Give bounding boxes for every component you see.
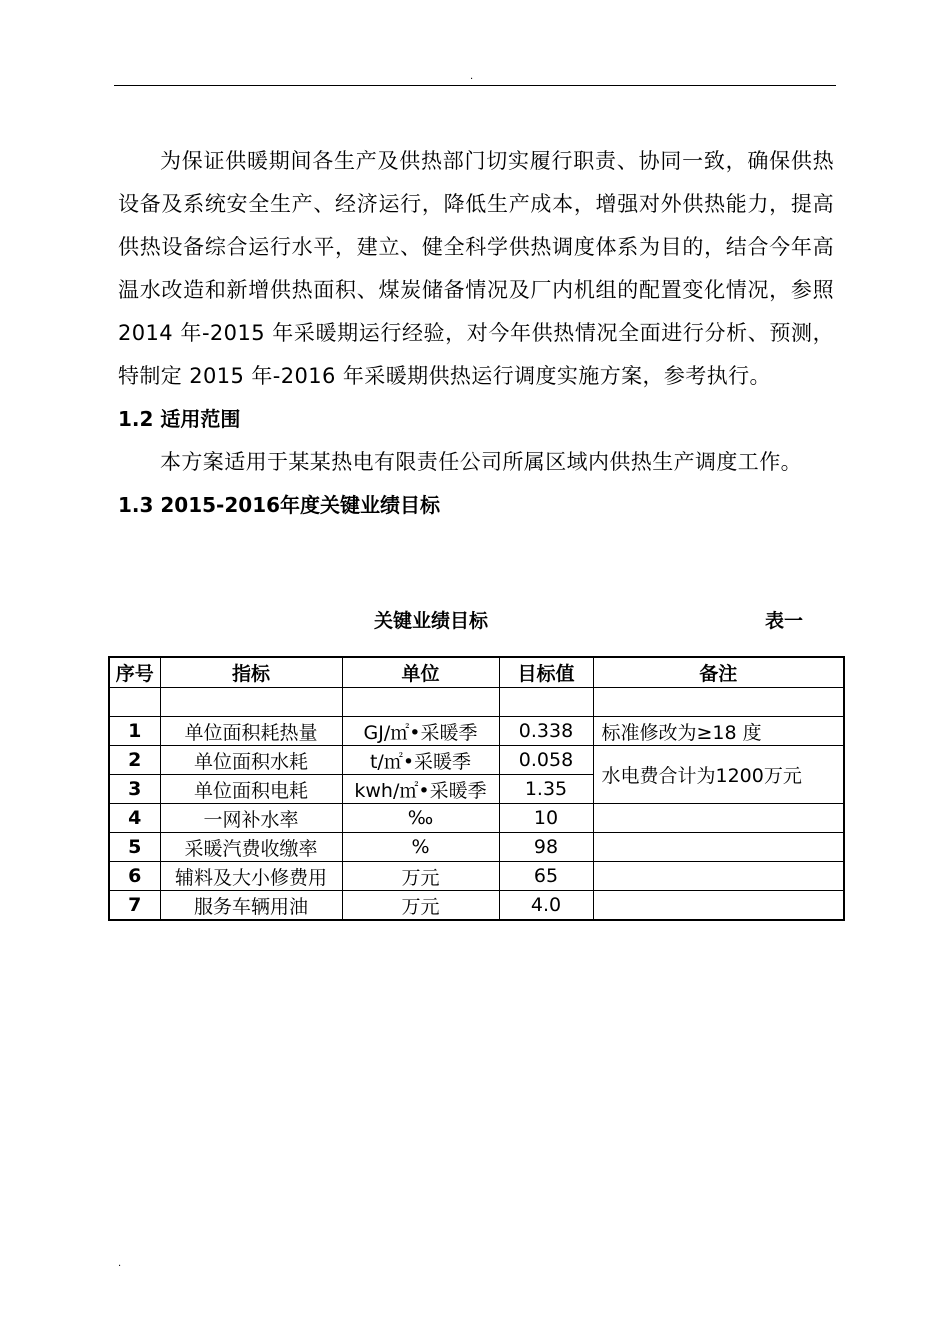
- blank-cell: [499, 688, 593, 717]
- document-body: [118, 140, 834, 527]
- table-header-row: [109, 657, 844, 688]
- blank-cell: [109, 688, 160, 717]
- row-unit: %: [342, 833, 499, 862]
- table-row: [109, 746, 844, 775]
- row-unit: kwh/㎡•采暖季: [342, 775, 499, 804]
- kpi-table: [108, 656, 845, 921]
- row-no: 2: [109, 746, 160, 775]
- table-row: [109, 717, 844, 746]
- header-indicator: 指标: [160, 657, 342, 688]
- row-indicator: 单位面积电耗: [160, 775, 342, 804]
- blank-cell: [593, 688, 844, 717]
- header-unit: 单位: [342, 657, 499, 688]
- row-indicator: 单位面积水耗: [160, 746, 342, 775]
- table-caption: 关键业绩目标: [374, 610, 489, 632]
- row-remark: [593, 804, 844, 833]
- header-rule: [114, 85, 836, 86]
- table-row: [109, 862, 844, 891]
- row-remark-merged: 水电费合计为1200万元: [593, 746, 844, 804]
- blank-cell: [342, 688, 499, 717]
- row-no: 4: [109, 804, 160, 833]
- row-unit: 万元: [342, 891, 499, 921]
- row-unit: GJ/㎡•采暖季: [342, 717, 499, 746]
- row-no: 1: [109, 717, 160, 746]
- row-target: 0.338: [499, 717, 593, 746]
- row-unit: 万元: [342, 862, 499, 891]
- table-row: [109, 804, 844, 833]
- row-target: 0.058: [499, 746, 593, 775]
- header-remark: 备注: [593, 657, 844, 688]
- header-target: 目标值: [499, 657, 593, 688]
- row-remark: [593, 891, 844, 921]
- row-indicator: 单位面积耗热量: [160, 717, 342, 746]
- row-no: 6: [109, 862, 160, 891]
- table-blank-row: [109, 688, 844, 717]
- row-target: 98: [499, 833, 593, 862]
- row-target: 4.0: [499, 891, 593, 921]
- row-remark: [593, 833, 844, 862]
- scope-paragraph: 本方案适用于某某热电有限责任公司所属区域内供热生产调度工作。: [160, 450, 802, 474]
- row-no: 7: [109, 891, 160, 921]
- row-indicator: 一网补水率: [160, 804, 342, 833]
- table-number: 表一: [765, 610, 804, 632]
- row-remark: 标准修改为≥18 度: [593, 717, 844, 746]
- row-indicator: 服务车辆用油: [160, 891, 342, 921]
- table-row: [109, 891, 844, 921]
- table-row: [109, 833, 844, 862]
- row-indicator: 辅料及大小修费用: [160, 862, 342, 891]
- row-unit: t/㎡•采暖季: [342, 746, 499, 775]
- table-caption-row: [108, 606, 842, 636]
- intro-paragraph: 为保证供暖期间各生产及供热部门切实履行职责、协同一致，确保供热设备及系统安全生产、经济运行，降低生产成本，增强对外供热能力，提高供热设备综合运行水平，建立、健全科学供热调度体系为目的，结合今年高温水改造和新增供热面积、煤炭储备情况及厂内机组的配置变化情况，参照 2014 年-2015 年采暖期运行经验，对今年供热情况全面进行分析、预测，特制定 2015 年-2016 年采暖期供热运行调度实施方案，参考执行。: [118, 149, 834, 388]
- section-heading-1-3: 1.3 2015-2016年度关键业绩目标: [118, 493, 441, 517]
- row-indicator: 采暖汽费收缴率: [160, 833, 342, 862]
- row-target: 1.35: [499, 775, 593, 804]
- blank-cell: [160, 688, 342, 717]
- footer-mark: .: [118, 1258, 122, 1269]
- header-mark: .: [470, 71, 474, 82]
- section-heading-1-2: 1.2 适用范围: [118, 407, 241, 431]
- row-no: 5: [109, 833, 160, 862]
- row-no: 3: [109, 775, 160, 804]
- row-remark: [593, 862, 844, 891]
- header-no: 序号: [109, 657, 160, 688]
- row-target: 65: [499, 862, 593, 891]
- row-target: 10: [499, 804, 593, 833]
- row-unit: ‰: [342, 804, 499, 833]
